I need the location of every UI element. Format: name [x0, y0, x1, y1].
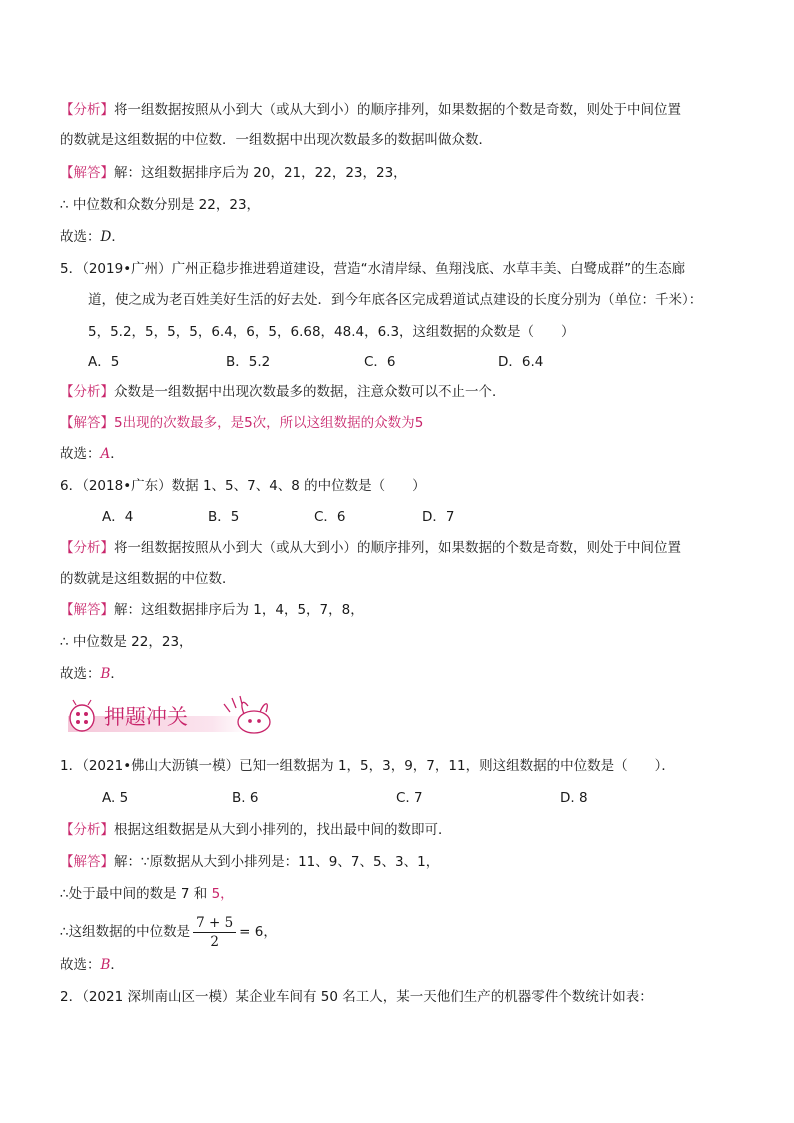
analysis-tag: 【分析】 [60, 102, 114, 118]
q6-step: ∴ 中位数是 22，23， [60, 634, 193, 650]
prev-analysis-line-1: 【分析】将一组数据按照从小到大（或从大到小）的顺序排列，如果数据的个数是奇数，则处于中间位置 [60, 102, 681, 118]
q5-option-b: B．5.2 [226, 354, 271, 370]
q6-option-a: A．4 [102, 509, 134, 525]
p1-choice: 故选：B． [60, 957, 124, 973]
banner-title: 押题冲关 [104, 705, 188, 729]
q5-choice: 故选：A． [60, 446, 124, 462]
prev-choice: 故选：D． [60, 229, 125, 245]
q6-answer: 【解答】解：这组数据排序后为 1，4，5，7，8， [60, 602, 364, 618]
prev-step: ∴ 中位数和众数分别是 22，23， [60, 197, 261, 213]
q5-answer: 【解答】5出现的次数最多，是5次，所以这组数据的众数为5 [60, 415, 424, 431]
q5-analysis: 【分析】众数是一组数据中出现次数最多的数据，注意众数可以不止一个． [60, 384, 506, 400]
prev-analysis-line-2: 的数就是这组数据的中位数．一组数据中出现次数最多的数据叫做众数． [60, 132, 492, 148]
p1-step-2: ∴这组数据的中位数是 $\frac{7 + 5}{2}$ = 6， [60, 914, 277, 950]
q6-analysis-1: 【分析】将一组数据按照从小到大（或从大到小）的顺序排列，如果数据的个数是奇数，则处于中间位置 [60, 540, 681, 556]
q6-option-c: C．6 [314, 509, 346, 525]
median-fraction: $\frac{7 + 5}{2}$ [193, 914, 236, 951]
ladybug-icon [70, 700, 94, 731]
q6-option-b: B．5 [208, 509, 240, 525]
banner-graphic [64, 690, 280, 740]
prev-answer-line: 【解答】解：这组数据排序后为 20，21，22，23，23， [60, 165, 407, 181]
p2-stem: 2．（2021 深圳南山区一模）某企业车间有 50 名工人，某一天他们生产的机器零件个数统计如表： [60, 989, 653, 1005]
q5-option-d: D．6.4 [498, 354, 544, 370]
q5-stem-3: 5，5.2，5，5，5，6.4，6，5，6.68，48.4，6.3，这组数据的众数是（ ） [88, 324, 575, 340]
q5-option-a: A．5 [88, 354, 120, 370]
q5-stem-2: 道，使之成为老百姓美好生活的好去处．到今年底各区完成碧道试点建设的长度分别为（单位：千米）： [88, 292, 703, 308]
p1-step-1: ∴处于最中间的数是 7 和 5， [60, 886, 234, 902]
p1-analysis: 【分析】根据这组数据是从大到小排列的，找出最中间的数即可． [60, 822, 452, 838]
p1-stem: 1．（2021•佛山大沥镇一模）已知一组数据为 1，5，3，9，7，11，则这组数据的中位数是（ ）． [60, 758, 675, 774]
q6-stem: 6．（2018•广东）数据 1、5、7、4、8 的中位数是（ ） [60, 478, 426, 494]
q5-option-c: C．6 [364, 354, 396, 370]
p1-option-c: C. 7 [396, 790, 423, 806]
section-banner [64, 690, 280, 740]
q6-analysis-2: 的数就是这组数据的中位数． [60, 571, 236, 587]
q5-stem-1: 5．（2019•广州）广州正稳步推进碧道建设，营造“水清岸绿、鱼翔浅底、水草丰美、白鹭成群”的生态廊 [60, 261, 686, 277]
p1-option-a: A. 5 [102, 790, 129, 806]
q6-choice: 故选：B． [60, 666, 124, 682]
q6-option-d: D．7 [422, 509, 455, 525]
p1-answer: 【解答】解：∵原数据从大到小排列是：11、9、7、5、3、1， [60, 854, 440, 870]
answer-tag: 【解答】 [60, 165, 114, 181]
p1-option-d: D. 8 [560, 790, 588, 806]
p1-option-b: B. 6 [232, 790, 259, 806]
